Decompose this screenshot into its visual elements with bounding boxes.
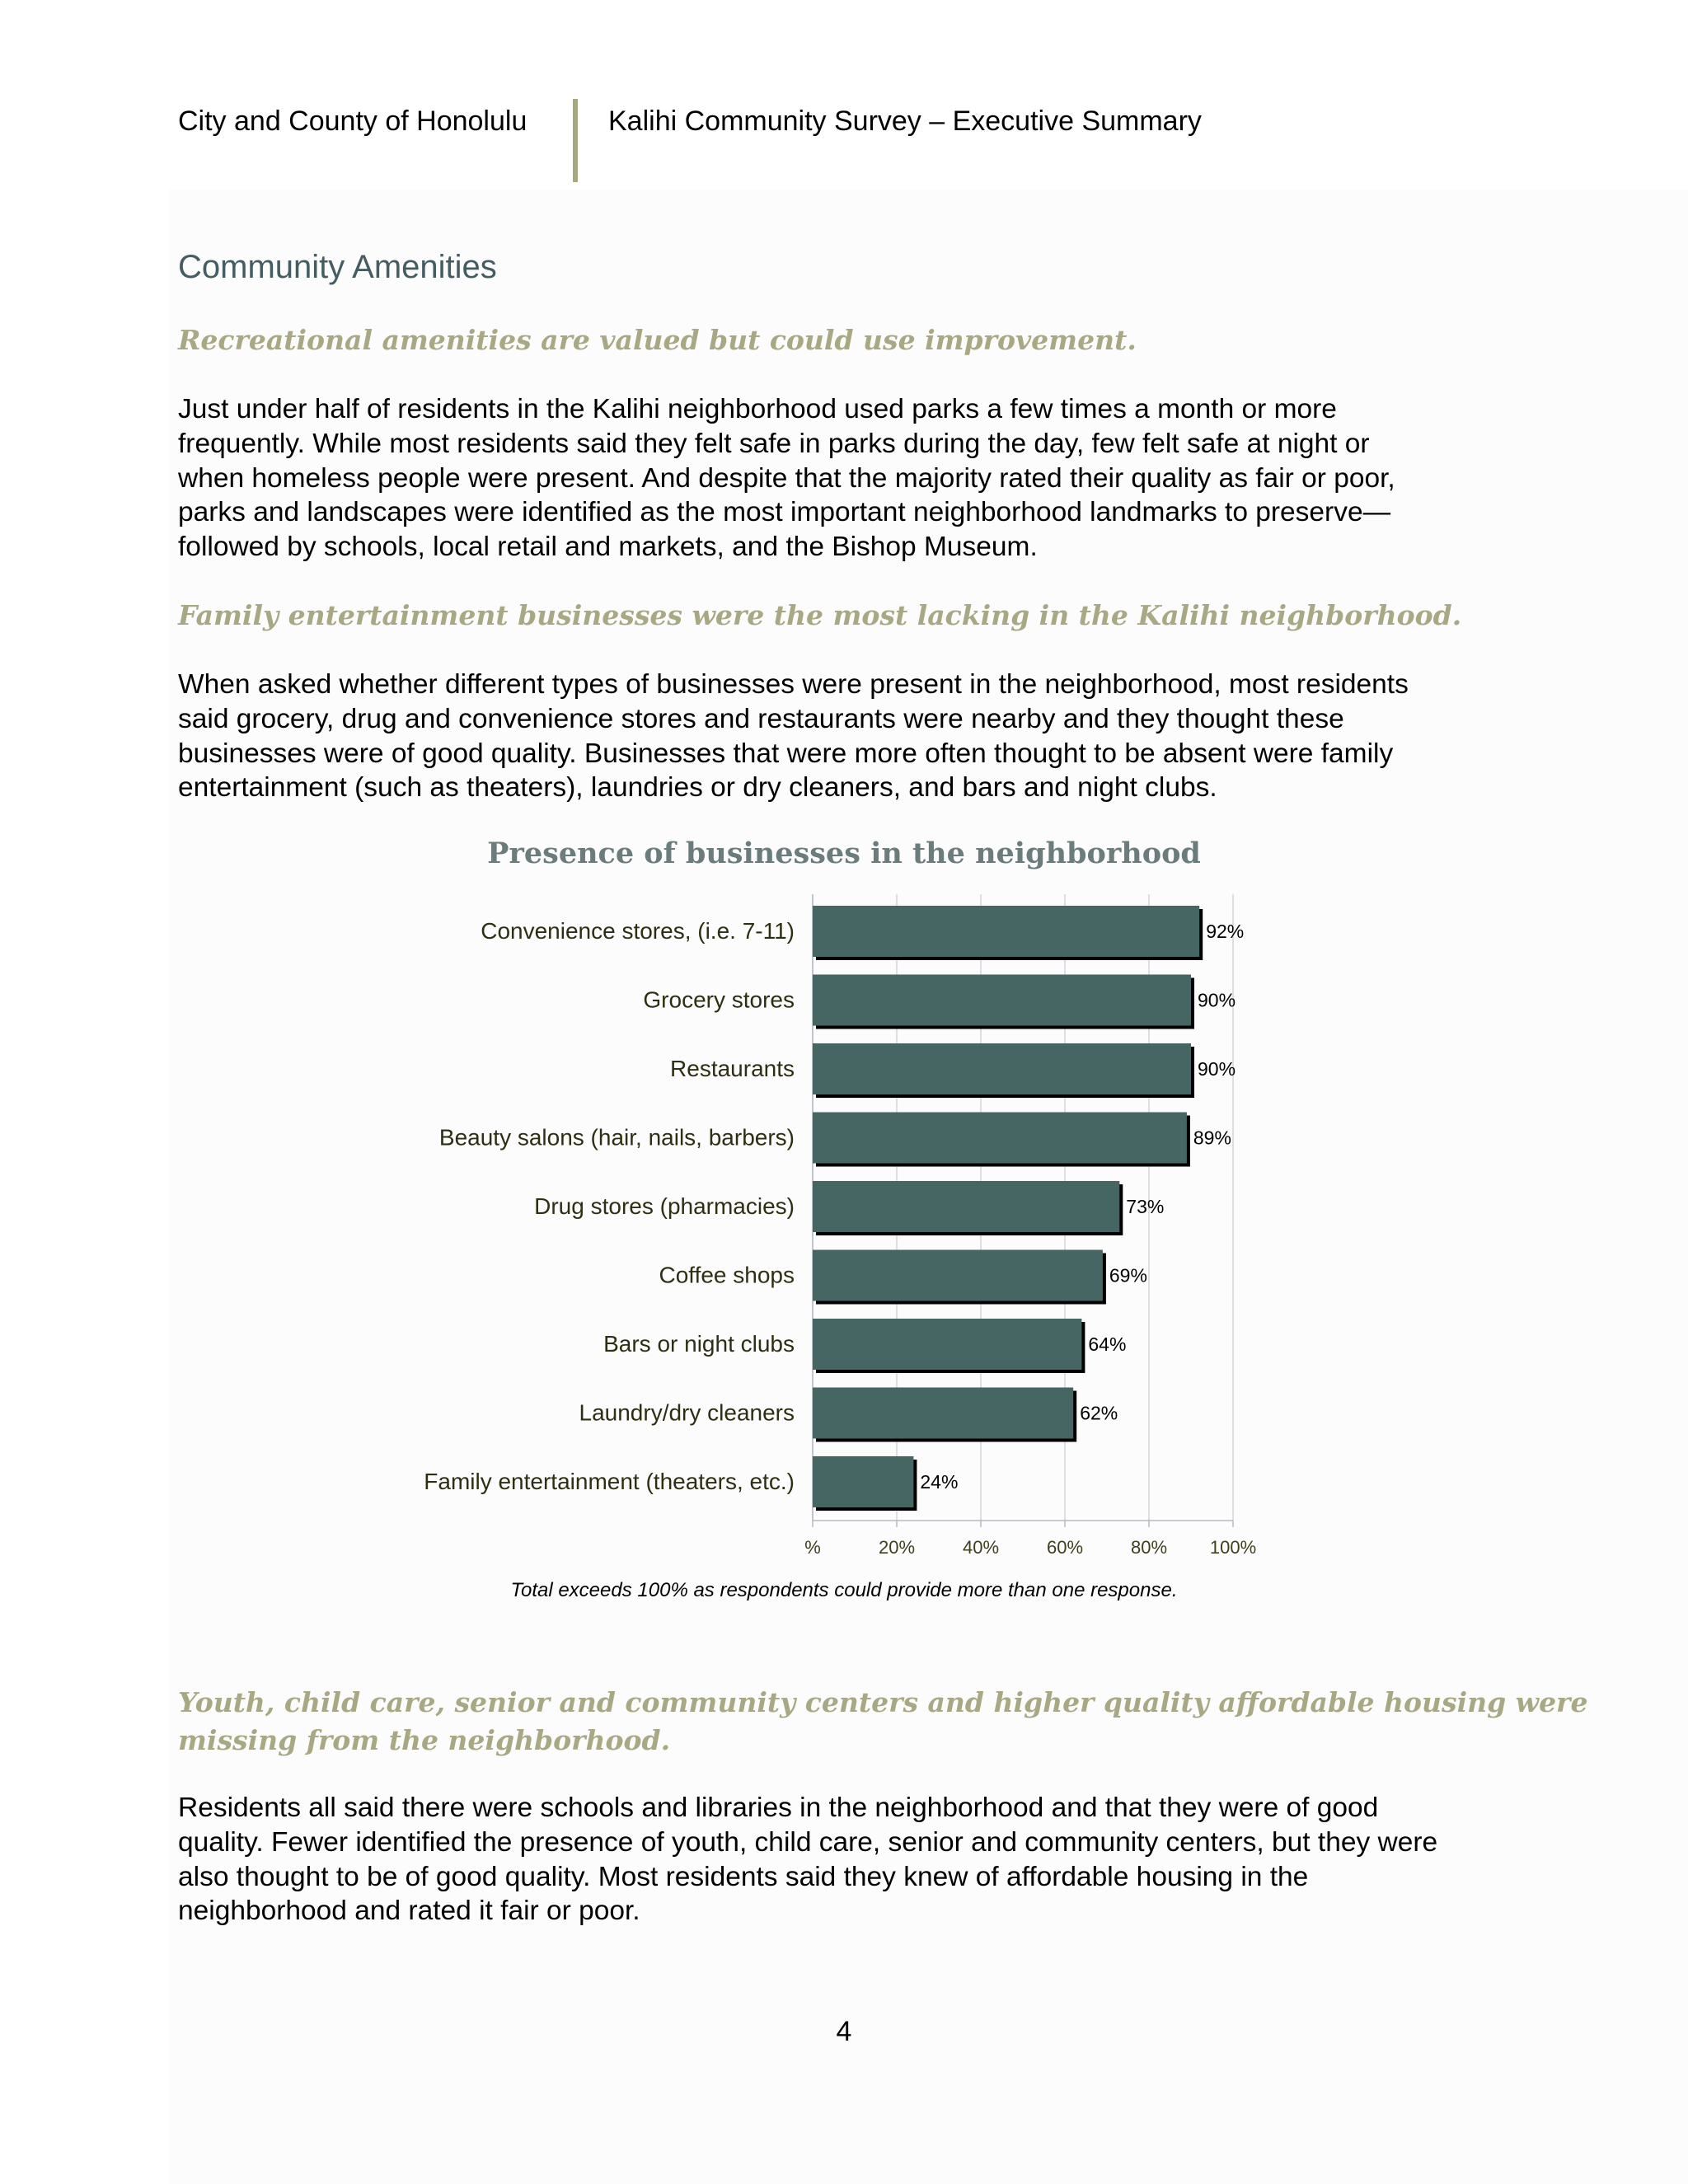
paragraph-line: When asked whether different types of businesses were present in the neighborhood, most residents [178,669,1409,700]
paragraph-line: businesses were of good quality. Businesses that were more often thought to be absent were family [178,738,1394,769]
paragraph-line: neighborhood and rated it fair or poor. [178,1896,640,1927]
bar-value-label: 92% [1206,921,1245,942]
bar-value-label: 90% [1198,989,1236,1011]
subhead-family-entertainment: Family entertainment businesses were the most lacking in the Kalihi neighborhood. [178,599,1462,631]
bar [813,1250,1103,1301]
chart-title: Presence of businesses in the neighborhood [487,837,1201,870]
bar-value-label: 73% [1126,1196,1165,1217]
paragraph-line: frequently. While most residents said they felt safe in parks during the day, few felt safe at night or [178,428,1370,459]
paragraph-line: said grocery, drug and convenience stores and restaurants were nearby and they thought these [178,703,1344,734]
bar [813,1181,1119,1232]
category-label: Family entertainment (theaters, etc.) [424,1469,795,1494]
bar-value-label: 69% [1109,1264,1147,1286]
paragraph-line: parks and landscapes were identified as the most important neighborhood landmarks to preserve— [178,497,1391,528]
x-tick-label: 60% [1046,1537,1084,1558]
x-tick-label: 100% [1209,1537,1257,1558]
page-number: 4 [836,2016,852,2047]
x-tick-label: 40% [962,1537,1000,1558]
paragraph-line: entertainment (such as theaters), laundries or dry cleaners, and bars and night clubs. [178,772,1217,804]
bar-value-label: 90% [1198,1058,1236,1080]
category-label: Beauty salons (hair, nails, barbers) [438,1124,795,1151]
bar [813,1388,1073,1439]
subhead-community-centers [178,1684,1587,1760]
paragraph-line: quality. Fewer identified the presence of youth, child care, senior and community centers, but they were [178,1826,1438,1858]
bar [813,1319,1081,1370]
bar [813,975,1191,1026]
category-label: Drug stores (pharmacies) [534,1193,795,1219]
x-tick-label: 80% [1130,1537,1168,1558]
paragraph-line: followed by schools, local retail and markets, and the Bishop Museum. [178,532,1038,563]
category-label: Bars or night clubs [603,1331,795,1357]
x-tick-label: 20% [878,1537,916,1558]
bar-value-label: 64% [1088,1333,1127,1355]
bar-value-label: 24% [920,1471,959,1493]
bar-value-label: 89% [1193,1127,1231,1149]
x-tick-label: % [804,1537,821,1558]
header-document-title: Kalihi Community Survey – Executive Summary [608,105,1202,137]
bar [813,906,1199,957]
bar-value-label: 62% [1080,1402,1118,1424]
category-label: Laundry/dry cleaners [579,1399,795,1426]
category-label: Grocery stores [643,987,795,1013]
subhead-recreational: Recreational amenities are valued but could use improvement. [178,324,1137,356]
chart-footnote: Total exceeds 100% as respondents could provide more than one response. [510,1579,1178,1601]
paragraph-line: Residents all said there were schools and libraries in the neighborhood and that they were of good [178,1793,1379,1823]
bar [813,1456,913,1507]
subhead-line: Youth, child care, senior and community centers and higher quality affordable housing were [178,1686,1588,1718]
category-label: Coffee shops [659,1262,795,1288]
paragraph-line: also thought to be of good quality. Most residents said they knew of affordable housing in the [178,1861,1309,1892]
paragraph-community-centers [178,1791,1437,1929]
bar [813,1113,1187,1164]
paragraph-line: when homeless people were present. And despite that the majority rated their quality as fair or poor, [178,462,1395,494]
section-title: Community Amenities [178,249,497,285]
subhead-line: missing from the neighborhood. [178,1724,671,1756]
header-organization: City and County of Honolulu [178,105,528,137]
bar [813,1043,1191,1094]
category-label: Restaurants [670,1056,795,1081]
paragraph-line: Just under half of residents in the Kalihi neighborhood used parks a few times a month or more [178,394,1337,424]
category-label: Convenience stores, (i.e. 7-11) [481,918,795,944]
